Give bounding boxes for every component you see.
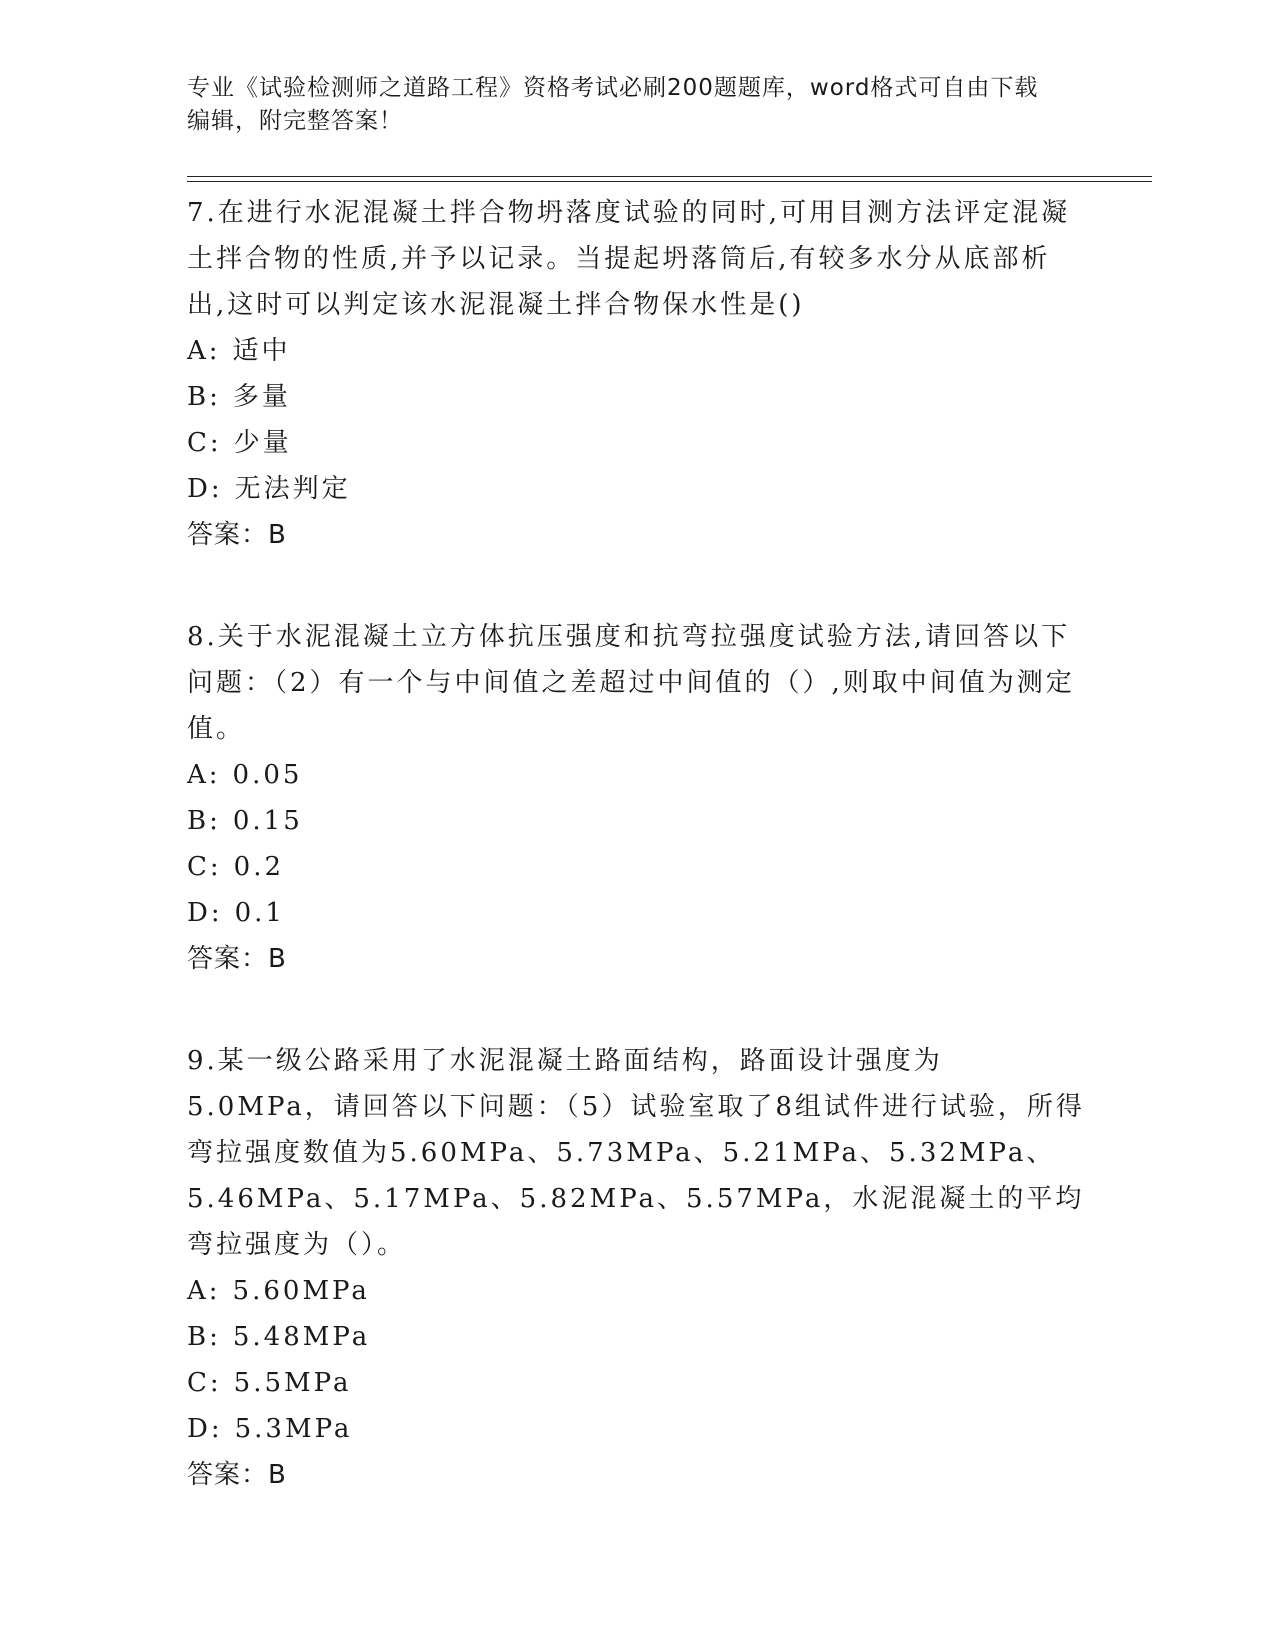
option-letter: A:: [187, 760, 221, 790]
option-d: [187, 1406, 1087, 1452]
option-text: 5.3MPa: [234, 1414, 353, 1444]
option-text: 0.1: [234, 898, 285, 928]
option-d: [187, 466, 1087, 512]
option-a: [187, 328, 1087, 374]
header-divider-top: [187, 176, 1152, 177]
option-text: 适中: [232, 336, 291, 366]
option-text: 5.60MPa: [232, 1276, 370, 1306]
question-stem: 9.某一级公路采用了水泥混凝土路面结构，路面设计强度为5.0MPa，请回答以下问题：（5）试验室取了8组试件进行试验，所得弯拉强度数值为5.60MPa、5.73MPa、5.21MPa、5.32MPa、5.46MPa、5.17MPa、5.82MPa、5.57MPa，水泥混凝土的平均弯拉强度为（）。: [187, 1046, 1085, 1260]
option-letter: A:: [187, 1276, 221, 1306]
option-letter: B:: [187, 806, 221, 836]
option-text: 0.2: [233, 852, 285, 882]
option-letter: B:: [187, 382, 221, 412]
option-letter: B:: [187, 1322, 221, 1352]
document-header: [187, 72, 1067, 138]
option-text: 无法判定: [234, 474, 351, 504]
option-letter: C:: [187, 1368, 222, 1398]
option-text: 5.5MPa: [233, 1368, 352, 1398]
header-divider-bottom: [187, 181, 1152, 182]
option-c: [187, 1360, 1087, 1406]
option-text: 少量: [233, 428, 292, 458]
question-stem: 8.关于水泥混凝土立方体抗压强度和抗弯拉强度试验方法,请回答以下问题：（2）有一个与中间值之差超过中间值的（）,则取中间值为测定值。: [187, 622, 1075, 744]
option-text: 0.05: [232, 760, 303, 790]
option-letter: C:: [187, 852, 222, 882]
question-stem: 7.在进行水泥混凝土拌合物坍落度试验的同时,可用目测方法评定混凝土拌合物的性质,并予以记录。当提起坍落筒后,有较多水分从底部析出,这时可以判定该水泥混凝土拌合物保水性是(): [187, 198, 1071, 320]
option-letter: D:: [187, 898, 223, 928]
answer-line: 答案：B: [187, 1460, 287, 1490]
header-line-1: 专业《试验检测师之道路工程》资格考试必刷200题题库，word格式可自由下载: [187, 75, 1039, 101]
option-c: [187, 420, 1087, 466]
option-a: [187, 752, 1087, 798]
question-7: [187, 190, 1087, 558]
option-text: 5.48MPa: [232, 1322, 371, 1352]
header-line-2: 编辑，附完整答案！: [187, 108, 403, 134]
option-a: [187, 1268, 1087, 1314]
question-9: [187, 1038, 1087, 1498]
question-8: [187, 614, 1087, 982]
option-b: [187, 798, 1087, 844]
option-letter: D:: [187, 1414, 223, 1444]
option-letter: A:: [187, 336, 221, 366]
option-text: 多量: [232, 382, 291, 412]
option-letter: D:: [187, 474, 223, 504]
option-b: [187, 1314, 1087, 1360]
option-letter: C:: [187, 428, 222, 458]
option-b: [187, 374, 1087, 420]
answer-line: 答案：B: [187, 944, 287, 974]
option-text: 0.15: [232, 806, 303, 836]
question-list: [187, 190, 1087, 1554]
answer-line: 答案：B: [187, 520, 287, 550]
option-d: [187, 890, 1087, 936]
option-c: [187, 844, 1087, 890]
